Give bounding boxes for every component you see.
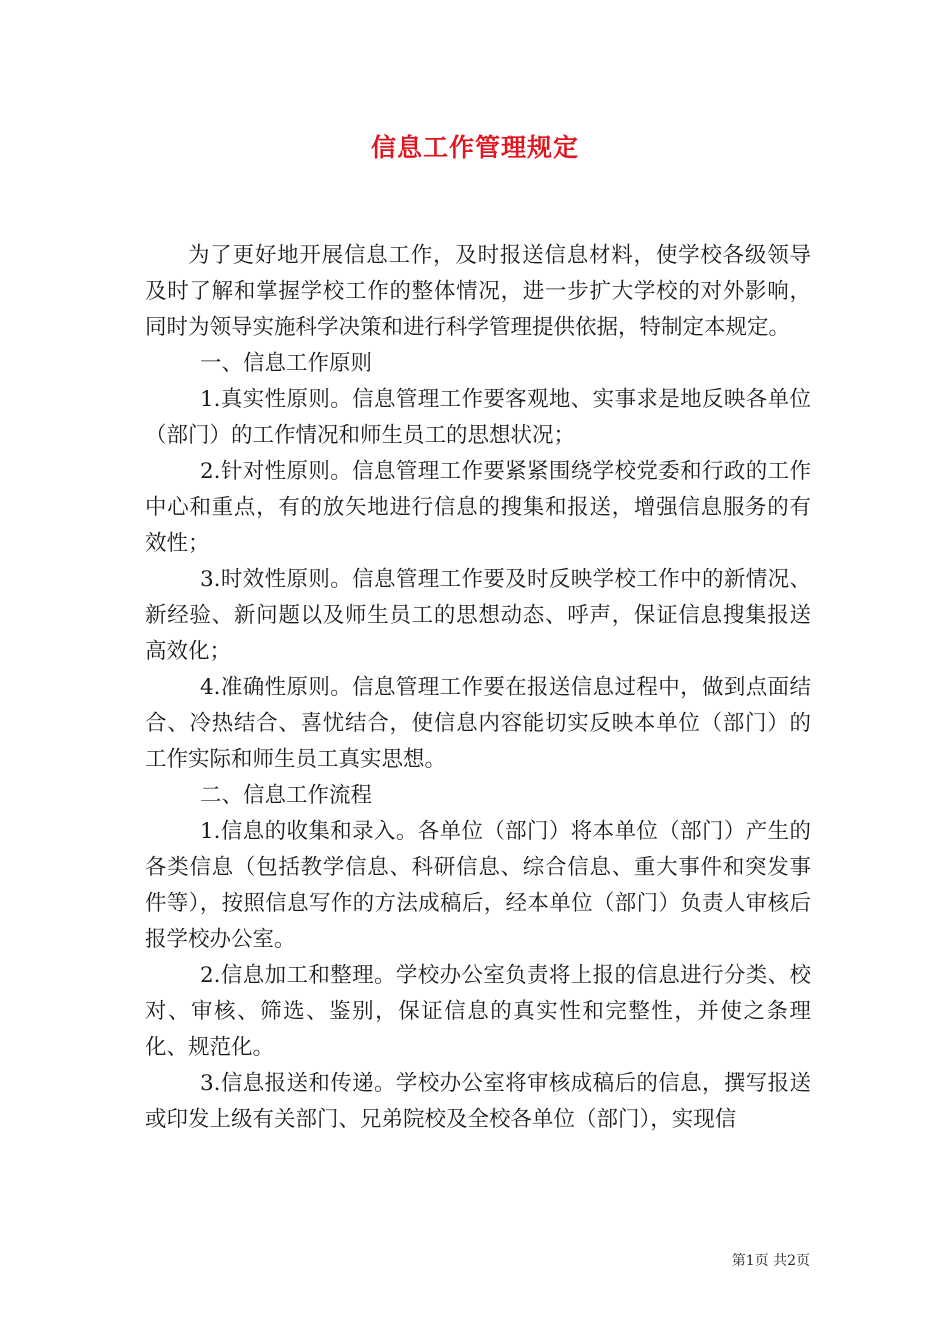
intro-paragraph: 为了更好地开展信息工作，及时报送信息材料，使学校各级领导及时了解和掌握学校工作的整体情况，进一步扩大学校的对外影响，同时为领导实施科学决策和进行科学管理提供依据，特制定本规定。 bbox=[145, 243, 811, 340]
page-number-footer: 第1页 共2页 bbox=[731, 1253, 810, 1269]
section-heading-process: 二、信息工作流程 bbox=[200, 783, 373, 808]
principle-item-2: 2.针对性原则。信息管理工作要紧紧围绕学校党委和行政的工作中心和重点，有的放矢地进行信息的搜集和报送，增强信息服务的有效性； bbox=[145, 459, 811, 556]
principle-item-3: 3.时效性原则。信息管理工作要及时反映学校工作中的新情况、新经验、新问题以及师生员工的思想动态、呼声，保证信息搜集报送高效化； bbox=[145, 567, 811, 664]
principle-item-1: 1.真实性原则。信息管理工作要客观地、实事求是地反映各单位（部门）的工作情况和师生员工的思想状况； bbox=[145, 387, 811, 448]
section-heading-principles: 一、信息工作原则 bbox=[200, 351, 373, 376]
process-item-1: 1.信息的收集和录入。各单位（部门）将本单位（部门）产生的各类信息（包括教学信息、科研信息、综合信息、重大事件和突发事件等），按照信息写作的方法成稿后，经本单位（部门）负责人审核后报学校办公室。 bbox=[145, 819, 811, 952]
principle-item-4: 4.准确性原则。信息管理工作要在报送信息过程中，做到点面结合、冷热结合、喜忧结合，使信息内容能切实反映本单位（部门）的工作实际和师生员工真实思想。 bbox=[145, 675, 811, 772]
document-body bbox=[145, 238, 811, 1138]
process-item-3: 3.信息报送和传递。学校办公室将审核成稿后的信息，撰写报送或印发上级有关部门、兄弟院校及全校各单位（部门），实现信 bbox=[145, 1071, 811, 1132]
document-title: 信息工作管理规定 bbox=[370, 133, 579, 162]
process-item-2: 2.信息加工和整理。学校办公室负责将上报的信息进行分类、校对、审核、筛选、鉴别，保证信息的真实性和完整性，并使之条理化、规范化。 bbox=[145, 963, 811, 1060]
